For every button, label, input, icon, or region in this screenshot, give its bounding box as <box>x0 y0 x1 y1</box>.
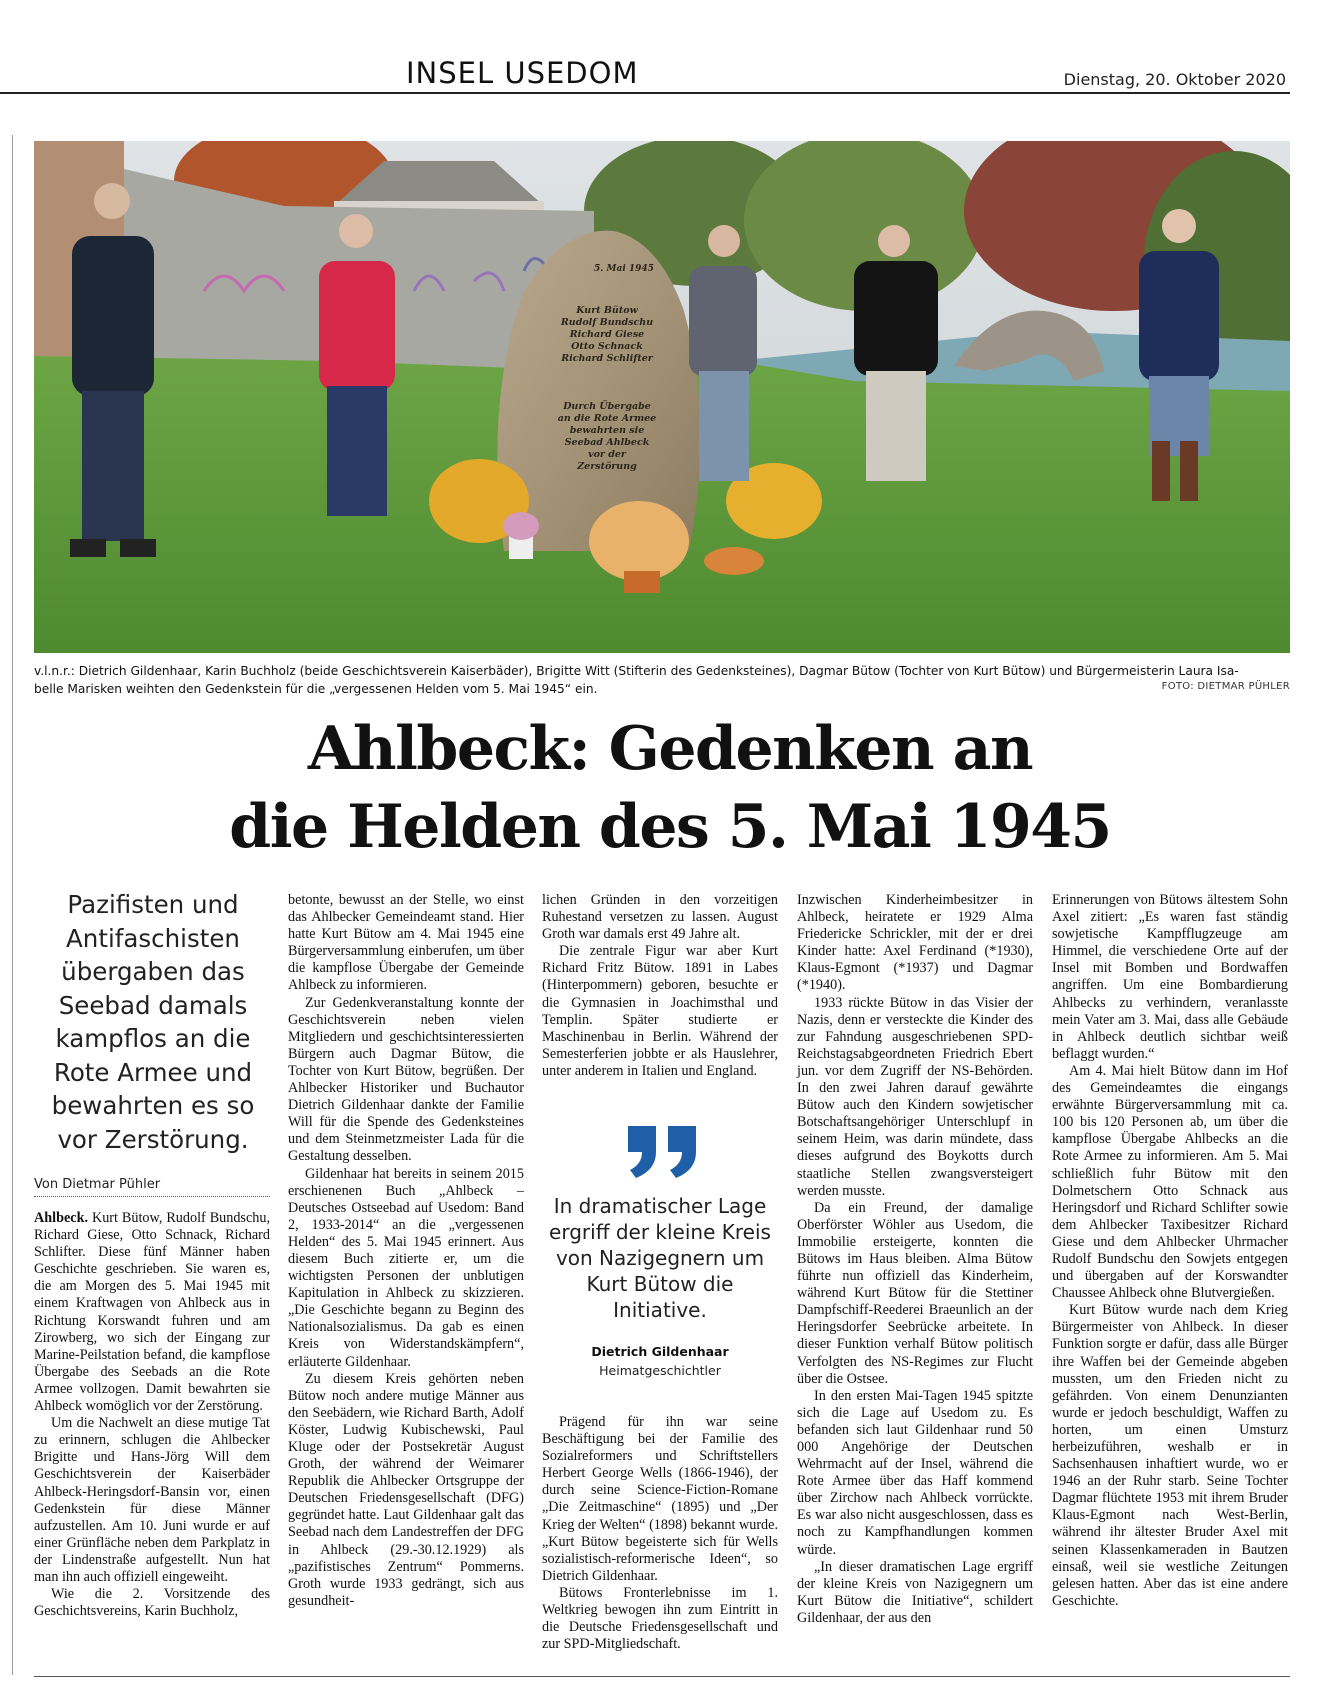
footer-rule <box>34 1676 1290 1677</box>
quote-icon <box>620 1122 710 1182</box>
article-column-3-top <box>542 892 778 1080</box>
article-photo <box>34 141 1290 653</box>
article-column-2 <box>288 892 524 1610</box>
left-column-rule <box>12 135 13 1675</box>
stone-name: Rudolf Bundschu <box>560 317 654 328</box>
dateline: Ahlbeck. <box>34 1210 88 1226</box>
stone-text: Durch Übergabe <box>563 401 651 412</box>
paragraph: Prägend für ihn war seine Beschäftigung bei der Familie des Sozialreformers und Schriftstellers Herbert George Wells (1866-1946), der durch seine Science-Fiction-Romane „Die Zeitmaschine“ (1895) und „Der Krieg der Welten“ (1898) bekannt wurde. „Kurt Bütow begeisterte sich für Wells sozialistisch-reformerische Ideen“, so Dietrich Gildenhaar. <box>542 1414 778 1584</box>
author-byline: Von Dietmar Pühler <box>34 1177 270 1197</box>
headline-line: die Helden des 5. Mai 1945 <box>229 792 1111 862</box>
stone-name: Kurt Bütow <box>576 305 638 316</box>
stone-text: an die Rote Armee <box>557 413 657 424</box>
paragraph: Um die Nachwelt an diese mutige Tat zu erinnern, schlugen die Ahlbecker Brigitte und Hans-Jörg Will dem Geschichtsverein der Kaiserbäder Ahlbeck-Heringsdorf-Bansin vor, einen Gedenkstein für diese Männer aufzustellen. Am 10. Juni wurde er auf einer Grünfläche neben dem Parkplatz in der Lindenstraße aufgestellt. Nun hat man ihn auch offiziell eingeweiht. <box>34 1415 270 1585</box>
issue-date: Dienstag, 20. Oktober 2020 <box>1063 70 1286 89</box>
paragraph: Zu diesem Kreis gehörten neben Bütow noch andere mutige Männer aus den Seebädern, wie Richard Barth, Adolf Köster, Ludwig Kubischewski, Paul Kluge oder der Postsekretär August Groth, der während der Weimarer Republik die Ahlbecker Ortsgruppe der Deutschen Friedensgesellschaft (DFG) gegründet hatte. Laut Gildenhaar galt das Seebad nach dem Landestreffen der DFG in Ahlbeck (29.-30.12.1929) als „pazifistisches Zentrum“ Pommerns. Groth wurde 1933 gedrängt, sich aus gesundheit- <box>288 1370 524 1609</box>
stone-text: vor der <box>588 449 626 460</box>
paragraph: „In dieser dramatischen Lage ergriff der kleine Kreis von Nazigegnern um Kurt Bütow die Initiative“, schildert Gildenhaar, der aus den <box>797 1558 1033 1626</box>
paragraph: Gildenhaar hat bereits in seinem 2015 erschienenen Buch „Ahlbeck – Deutsches Ostseebad auf Usedom: Band 2, 1933-2014“ an die „vergessenen Helden“ des 5. Mai 1945 erinnert. Aus diesem Buch zitierte er, um die wichtigsten Personen der unblutigen Kapitulation in Ahlbeck zu skizzieren. „Die Geschichte begann zu Beginn des Nationalsozialismus. Da gab es einen Kreis von Widerstandskämpfern“, erläuterte Gildenhaar. <box>288 1165 524 1370</box>
stone-text: Zerstörung <box>577 461 637 472</box>
caption-line: v.l.n.r.: Dietrich Gildenhaar, Karin Buchholz (beide Geschichtsverein Kaiserbäder), Brigitte Witt (Stifterin des Gedenksteines), Dagmar Bütow (Tochter von Kurt Bütow) und Bürgermeisterin Laura Isa- <box>34 664 1239 678</box>
paragraph: Erinnerungen von Bütows ältestem Sohn Axel zitiert: „Es waren fast ständig sowjetische Kampfflugzeuge am Himmel, die verschiedene Orte auf der Insel mit Bomben und Bordwaffen angriffen. Um eine Bombardierung Ahlbecks zu verhindern, veranlasste mein Vater am 3. Mai, dass alle Gebäude in Ahlbeck deutlich sichtbar weiß beflaggt wurden.“ <box>1052 892 1288 1062</box>
photo-credit: FOTO: DIETMAR PÜHLER <box>1161 681 1290 692</box>
paragraph: Am 4. Mai hielt Bütow dann im Hof des Gemeindeamtes die eingangs erwähnte Bürgerversammlung mit ca. 100 bis 120 Personen ab, um über die kampflose Übergabe Ahlbecks an die Rote Armee zu informieren. Am 5. Mai schließlich fuhr Bütow mit den Dolmetschern Otto Schnack aus Heringsdorf und Richard Schlifter sowie dem Ahlbecker Taxibesitzer Richard Giese und dem Ahlbecker Uhrmacher Rudolf Bundschu den Sowjets entgegen und übergaben auf der Korswandter Chaussee Ahlbeck ohne Blutvergießen. <box>1052 1062 1288 1302</box>
paragraph: Wie die 2. Vorsitzende des Geschichtsvereins, Karin Buchholz, <box>34 1586 270 1620</box>
paragraph: Kurt Bütow wurde nach dem Krieg Bürgermeister von Ahlbeck. In dieser Funktion sorgte er dafür, dass alle Bürger ihre Waffen bei der Gemeinde abgeben mussten, um den Frieden nicht zu gefährden. Von einem Denunzianten wurde er jedoch beschuldigt, Waffen zu horten, um einen Umsturz herbeizuführen, weshalb er in Sachsenhausen inhaftiert wurde, wo er 1946 an der Ruhr starb. Seine Tochter Dagmar flüchtete 1953 mit ihrem Bruder Klaus-Egmont nach West-Berlin, während ihr ältester Bruder Axel mit seinen Klassenkameraden in Bautzen einsaß, weil sie westliche Zeitungen gelesen hatten. Aber das ist eine andere Geschichte. <box>1052 1302 1288 1609</box>
caption-line: belle Marisken weihten den Gedenkstein für die „vergessenen Helden vom 5. Mai 1945“ ein. <box>34 682 598 696</box>
paragraph: lichen Gründen in den vorzeitigen Ruhestand versetzen zu lassen. August Groth war damals erst 49 Jahre alt. <box>542 892 778 943</box>
pullquote-text: In dramatischer Lage ergriff der kleine Kreis von Nazigegnern um Kurt Bütow die Initiative. <box>549 1194 771 1322</box>
headline <box>150 710 1190 866</box>
person-buetow <box>854 225 938 481</box>
paragraph: Ahlbeck. Kurt Bütow, Rudolf Bundschu, Richard Giese, Otto Schnack, Richard Schlifter. Diese fünf Männer haben Geschichte geschrieben. Sie waren es, die am Morgen des 5. Mai 1945 mit einem Kraftwagen von Ahlbeck aus in Richtung Korswandt fuhren und am Zirowberg, wo sich der Eingang zur Marine-Peilstation befand, die kampflose Übergabe des Seebads an die Rote Armee vollzogen. Damit bewahrten sie Ahlbeck womöglich vor der Zerstörung. <box>34 1210 270 1415</box>
article-column-3-bottom <box>542 1414 778 1653</box>
article-column-1 <box>34 1210 270 1620</box>
stone-text: Seebad Ahlbeck <box>564 437 650 448</box>
paragraph: 1933 rückte Bütow in das Visier der Nazis, denn er versteckte die Kinder des zur Fahndung ausgeschriebenen SPD-Reichstagsabgeordneten Friedrich Ebert jun. vor dem Zugriff der NS-Behörden. In den zwei Jahren darauf gewährte Bütow auch den Kindern sowjetischer Botschaftsangehöriger Unterschlupf in seinem Heim, was darin mündete, dass dieses aufgrund des Boykotts durch staatliche Stellen zwangsversteigert werden musste. <box>797 994 1033 1199</box>
headline-line: Ahlbeck: Gedenken an <box>307 714 1033 784</box>
stone-date: 5. Mai 1945 <box>594 264 654 274</box>
section-title: INSEL USEDOM <box>406 56 639 90</box>
person-gildenhaar <box>70 183 156 557</box>
pullquote-name: Dietrich Gildenhaar <box>591 1344 729 1359</box>
paragraph: betonte, bewusst an der Stelle, wo einst das Ahlbecker Gemeindeamt stand. Hier hatte Kurt Bütow am 4. Mai 1945 eine Bürgerversammlung einberufen, um über die kampflose Übergabe der Gemeinde Ahlbeck zu informieren. <box>288 892 524 994</box>
paragraph: Bütows Fronterlebnisse im 1. Weltkrieg bewogen ihn zum Eintritt in die Deutsche Friedensgesellschaft und zur SPD-Mitgliedschaft. <box>542 1584 778 1653</box>
header-rule <box>0 92 1290 94</box>
paragraph: Da ein Freund, der damalige Oberförster Wöhler aus Usedom, die Immobilie ersteigerte, konnten die Bütows im Haus bleiben. Alma Bütow führte nun offiziell das Kinderheim, während Kurt Bütow für die Stettiner Dampfschiff-Reederei Braeunlich an der Heringsdorfer Seebrücke arbeitete. In dieser Funktion verhalf Bütow politisch Verfolgten des NS-Regimes zur Flucht über die Ostsee. <box>797 1199 1033 1387</box>
paragraph: Die zentrale Figur war aber Kurt Richard Fritz Bütow. 1891 in Labes (Hinterpommern) geboren, besuchte er die Gymnasien in Joachimsthal und Templin. Später studierte er Maschinenbau in Berlin. Während der Semesterferien jobbte er als Hauslehrer, unter anderem in Italien und England. <box>542 943 778 1079</box>
stone-name: Richard Schlifter <box>561 353 653 364</box>
paragraph: Inzwischen Kinderheimbesitzer in Ahlbeck, heiratete er 1929 Alma Friedericke Schrickler, mit der er drei Kinder hatte: Axel Ferdinand (*1930), Klaus-Egmont (*1937) und Dagmar (*1940). <box>797 892 1033 994</box>
article-column-4 <box>797 892 1033 1627</box>
paragraph: Zur Gedenkveranstaltung konnte der Geschichtsverein neben vielen Mitgliedern und geschichtsinteressierten Bürgern auch Dagmar Bütow, die Tochter von Kurt Bütow, begrüßen. Der Ahlbecker Historiker und Buchautor Dietrich Gildenhaar dankte der Familie Will für die Spende des Gedenksteines und dem Steinmetzmeister Lada für die Gestaltung desselben. <box>288 994 524 1165</box>
photo-caption <box>34 662 1254 698</box>
pullquote-role: Heimatgeschichtler <box>599 1363 721 1378</box>
teaser: Pazifisten und Antifaschisten übergaben das Seebad damals kampflos an die Rote Armee und bewahrten es so vor Zerstörung. <box>51 890 255 1154</box>
stone-name: Otto Schnack <box>571 341 643 352</box>
article-column-5 <box>1052 892 1288 1610</box>
stone-text: bewahrten sie <box>569 425 645 436</box>
stone-name: Richard Giese <box>569 329 645 340</box>
paragraph: In den ersten Mai-Tagen 1945 spitzte sich die Lage auf Usedom zu. Es befanden sich laut Gildenhaar rund 50 000 Angehörige der Deutschen Wehrmacht auf der Insel, während die Rote Armee über das Haff kommend über Zirchow nach Ahlbeck vorrückte. Es war also nicht ausgeschlossen, dass es noch zu Kampfhandlungen kommen würde. <box>797 1387 1033 1558</box>
